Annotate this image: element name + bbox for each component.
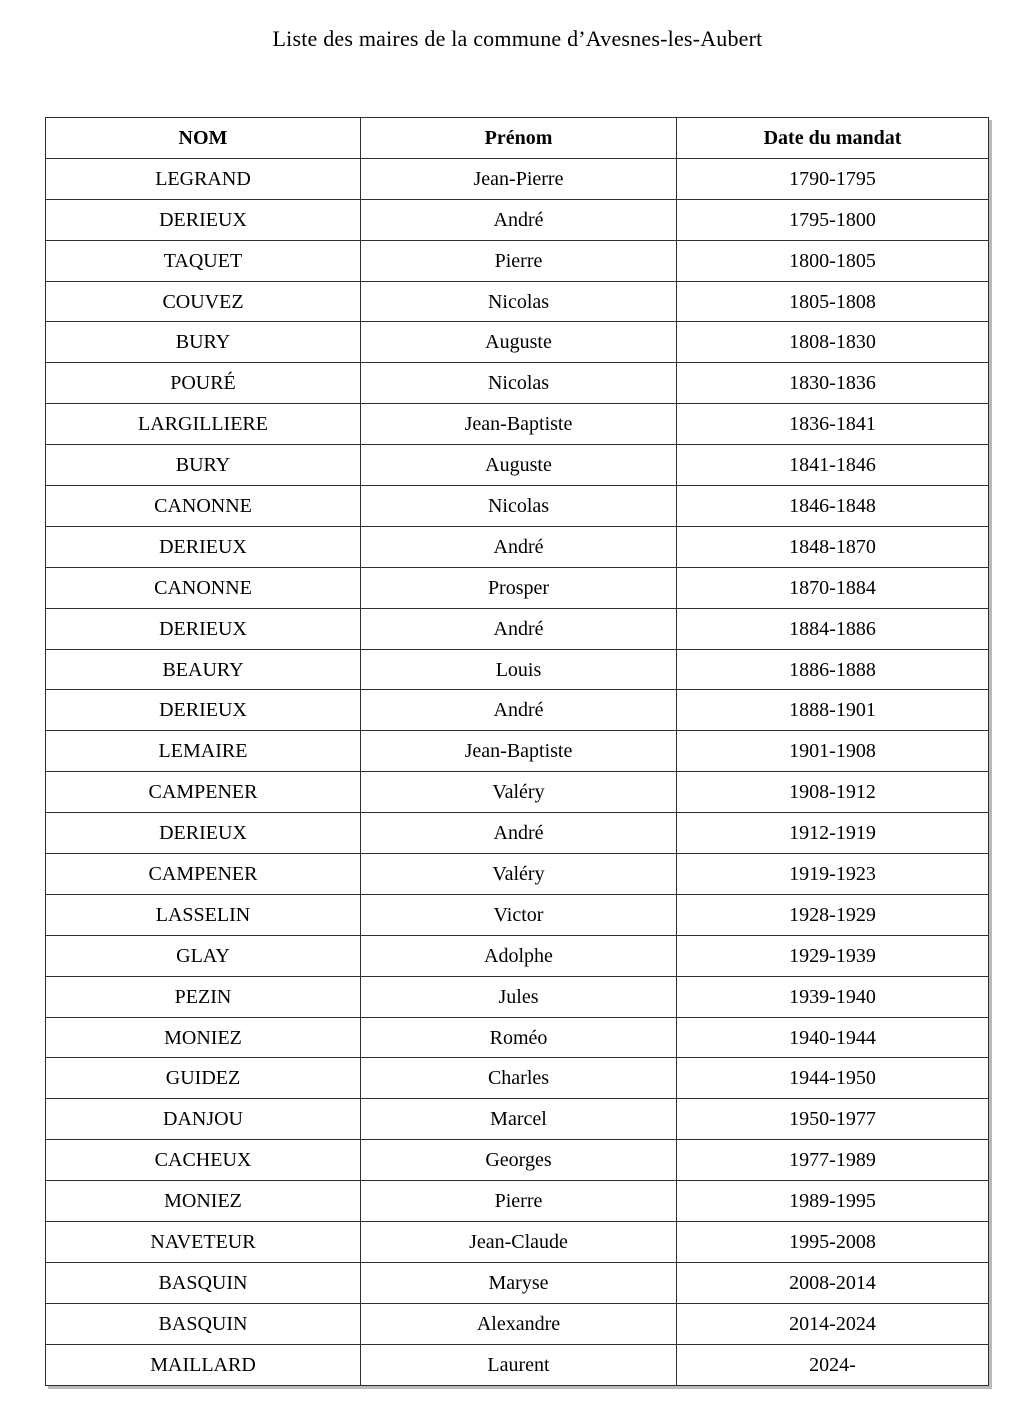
cell-prenom: André [361,813,677,854]
mayors-table [45,117,989,1386]
cell-date-mandat: 1841-1846 [677,445,989,486]
cell-prenom: Marcel [361,1099,677,1140]
cell-nom: TAQUET [46,240,361,281]
table-row [46,1140,989,1181]
table-body [46,158,989,1385]
cell-nom: DERIEUX [46,690,361,731]
cell-prenom: Jean-Claude [361,1222,677,1263]
cell-nom: BASQUIN [46,1262,361,1303]
cell-date-mandat: 1944-1950 [677,1058,989,1099]
cell-date-mandat: 1805-1808 [677,281,989,322]
cell-prenom: Jean-Baptiste [361,731,677,772]
table-row [46,813,989,854]
cell-nom: MONIEZ [46,1181,361,1222]
cell-prenom: Roméo [361,1017,677,1058]
table-row [46,158,989,199]
cell-prenom: Valéry [361,854,677,895]
cell-prenom: André [361,526,677,567]
table-row [46,1303,989,1344]
table-row [46,649,989,690]
cell-nom: CAMPENER [46,854,361,895]
cell-date-mandat: 1830-1836 [677,363,989,404]
table-row [46,1058,989,1099]
cell-date-mandat: 1800-1805 [677,240,989,281]
cell-nom: LEGRAND [46,158,361,199]
cell-nom: LARGILLIERE [46,404,361,445]
table-row [46,976,989,1017]
table-row [46,404,989,445]
cell-prenom: Nicolas [361,486,677,527]
cell-nom: PEZIN [46,976,361,1017]
cell-prenom: Auguste [361,322,677,363]
table-row [46,608,989,649]
cell-nom: POURÉ [46,363,361,404]
cell-prenom: Charles [361,1058,677,1099]
table-header-row [46,118,989,159]
table-row [46,690,989,731]
cell-nom: DERIEUX [46,526,361,567]
cell-date-mandat: 1928-1929 [677,894,989,935]
cell-prenom: Maryse [361,1262,677,1303]
cell-prenom: Pierre [361,240,677,281]
table-row [46,445,989,486]
table-row [46,1099,989,1140]
cell-nom: MAILLARD [46,1344,361,1385]
table-row [46,1181,989,1222]
cell-date-mandat: 1919-1923 [677,854,989,895]
cell-prenom: André [361,199,677,240]
cell-date-mandat: 1808-1830 [677,322,989,363]
table-row [46,894,989,935]
cell-nom: DERIEUX [46,813,361,854]
table-row [46,1344,989,1385]
table-row [46,935,989,976]
cell-date-mandat: 1884-1886 [677,608,989,649]
table-row [46,199,989,240]
table-row [46,1017,989,1058]
page-title: Liste des maires de la commune d’Avesnes-les-Aubert [272,26,763,51]
table-row [46,486,989,527]
cell-nom: GLAY [46,935,361,976]
cell-prenom: Victor [361,894,677,935]
table-row [46,1222,989,1263]
cell-nom: DANJOU [46,1099,361,1140]
cell-date-mandat: 2014-2024 [677,1303,989,1344]
cell-prenom: Pierre [361,1181,677,1222]
cell-nom: GUIDEZ [46,1058,361,1099]
cell-prenom: Jean-Pierre [361,158,677,199]
column-header-prenom: Prénom [361,118,677,159]
cell-date-mandat: 1836-1841 [677,404,989,445]
cell-date-mandat: 1908-1912 [677,772,989,813]
cell-nom: LASSELIN [46,894,361,935]
cell-prenom: Adolphe [361,935,677,976]
cell-prenom: Laurent [361,1344,677,1385]
cell-nom: CACHEUX [46,1140,361,1181]
cell-date-mandat: 1901-1908 [677,731,989,772]
column-header-nom: NOM [46,118,361,159]
cell-nom: LEMAIRE [46,731,361,772]
cell-date-mandat: 1950-1977 [677,1099,989,1140]
table-row [46,240,989,281]
table-row [46,731,989,772]
cell-prenom: Nicolas [361,363,677,404]
cell-prenom: Prosper [361,567,677,608]
cell-nom: COUVEZ [46,281,361,322]
cell-nom: CANONNE [46,486,361,527]
cell-prenom: Alexandre [361,1303,677,1344]
cell-date-mandat: 1940-1944 [677,1017,989,1058]
cell-prenom: Auguste [361,445,677,486]
cell-nom: CAMPENER [46,772,361,813]
cell-date-mandat: 1939-1940 [677,976,989,1017]
cell-prenom: Jean-Baptiste [361,404,677,445]
table-row [46,526,989,567]
table-row [46,854,989,895]
cell-nom: BURY [46,322,361,363]
cell-prenom: André [361,690,677,731]
table-row [46,567,989,608]
cell-date-mandat: 1886-1888 [677,649,989,690]
cell-date-mandat: 1989-1995 [677,1181,989,1222]
cell-date-mandat: 1977-1989 [677,1140,989,1181]
cell-prenom: André [361,608,677,649]
cell-date-mandat: 2008-2014 [677,1262,989,1303]
table-row [46,322,989,363]
cell-prenom: Valéry [361,772,677,813]
cell-prenom: Jules [361,976,677,1017]
cell-date-mandat: 1790-1795 [677,158,989,199]
column-header-date-mandat: Date du mandat [677,118,989,159]
cell-nom: CANONNE [46,567,361,608]
cell-date-mandat: 1848-1870 [677,526,989,567]
cell-nom: NAVETEUR [46,1222,361,1263]
cell-date-mandat: 1912-1919 [677,813,989,854]
table-row [46,281,989,322]
table-row [46,363,989,404]
cell-prenom: Nicolas [361,281,677,322]
cell-prenom: Georges [361,1140,677,1181]
cell-date-mandat: 1888-1901 [677,690,989,731]
cell-date-mandat: 2024- [677,1344,989,1385]
table-row [46,1262,989,1303]
cell-date-mandat: 1846-1848 [677,486,989,527]
cell-nom: BASQUIN [46,1303,361,1344]
cell-date-mandat: 1929-1939 [677,935,989,976]
cell-nom: DERIEUX [46,608,361,649]
cell-date-mandat: 1795-1800 [677,199,989,240]
cell-nom: MONIEZ [46,1017,361,1058]
cell-nom: BURY [46,445,361,486]
cell-date-mandat: 1995-2008 [677,1222,989,1263]
cell-nom: DERIEUX [46,199,361,240]
table-row [46,772,989,813]
cell-prenom: Louis [361,649,677,690]
cell-date-mandat: 1870-1884 [677,567,989,608]
cell-nom: BEAURY [46,649,361,690]
